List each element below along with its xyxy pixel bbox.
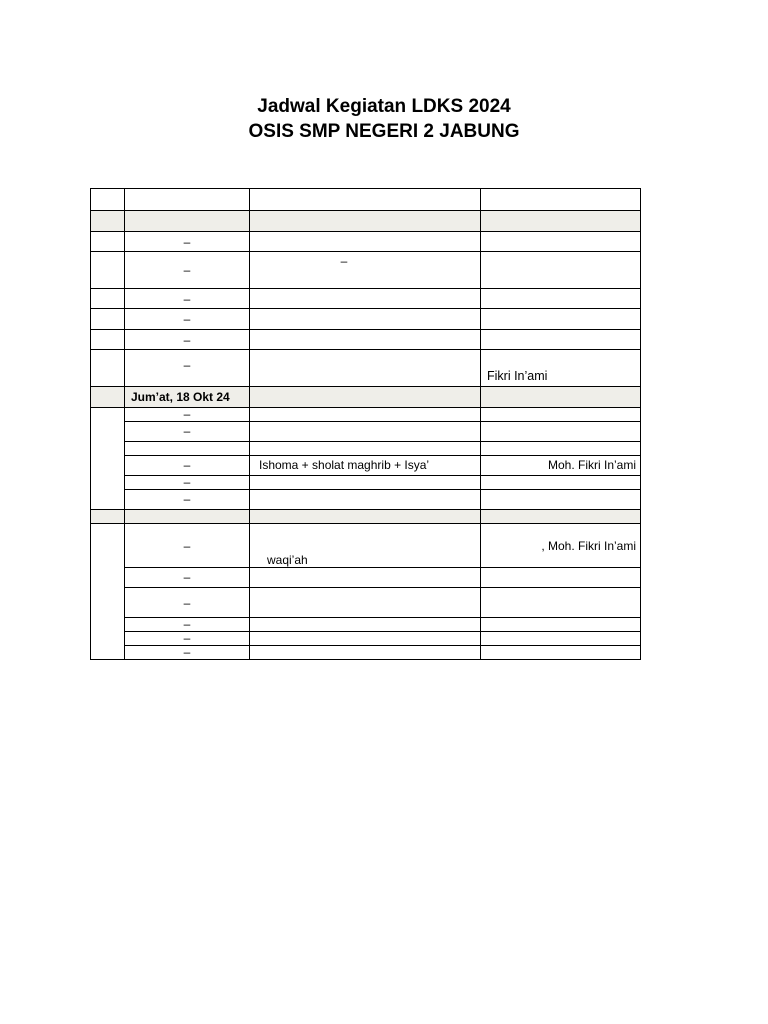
table-row: [91, 646, 641, 660]
document-subtitle: OSIS SMP NEGERI 2 JABUNG: [248, 121, 520, 142]
header-cell-activity: [250, 189, 481, 211]
table-row: [91, 568, 641, 588]
time-separator: –: [125, 618, 250, 632]
time-separator: –: [125, 456, 250, 476]
time-separator: –: [125, 646, 250, 660]
table-row: [91, 618, 641, 632]
table-row: [91, 252, 641, 289]
day-header-row: [91, 510, 641, 524]
table-row: [91, 476, 641, 490]
day-header-row: [91, 211, 641, 232]
pic-cell: , Moh. Fikri In’ami: [481, 524, 641, 568]
day-number-cell: [91, 408, 125, 510]
activity-cell: [250, 252, 481, 289]
activity-cell: Ishoma + sholat maghrib + Isya’: [250, 456, 481, 476]
time-separator: –: [125, 588, 250, 618]
table-row: [91, 442, 641, 456]
time-separator: –: [125, 408, 250, 422]
header-cell-no: [91, 189, 125, 211]
activity-separator: –: [340, 254, 348, 268]
time-separator: –: [125, 232, 250, 252]
activity-cell: waqi’ah: [250, 524, 481, 568]
time-separator: –: [125, 252, 250, 289]
time-separator: –: [125, 568, 250, 588]
table-row: [91, 490, 641, 510]
day-header-row: [91, 387, 641, 408]
time-separator: –: [125, 490, 250, 510]
pic-cell: Moh. Fikri In’ami: [481, 456, 641, 476]
table-row: [91, 232, 641, 252]
table-row: [91, 588, 641, 618]
table-row: [91, 632, 641, 646]
table-row: [91, 330, 641, 350]
table-row: [91, 422, 641, 442]
day-label: Jum’at, 18 Okt 24: [125, 387, 250, 408]
header-cell-pic: [481, 189, 641, 211]
time-separator: –: [125, 330, 250, 350]
table-row: [91, 524, 641, 568]
table-row: [91, 309, 641, 330]
header-cell-time: [125, 189, 250, 211]
schedule-table: [90, 188, 641, 660]
pic-cell: Fikri In’ami: [481, 350, 641, 387]
table-row: [91, 350, 641, 387]
time-separator: –: [125, 632, 250, 646]
day-number-cell: [91, 524, 125, 660]
table-row: [91, 456, 641, 476]
time-separator: –: [125, 350, 250, 387]
time-separator: –: [125, 524, 250, 568]
table-row: [91, 289, 641, 309]
time-separator: –: [125, 289, 250, 309]
time-separator: –: [125, 309, 250, 330]
time-separator: –: [125, 422, 250, 442]
table-header-row: [91, 189, 641, 211]
document-title: Jadwal Kegiatan LDKS 2024: [257, 96, 511, 117]
table-row: [91, 408, 641, 422]
time-separator: –: [125, 476, 250, 490]
